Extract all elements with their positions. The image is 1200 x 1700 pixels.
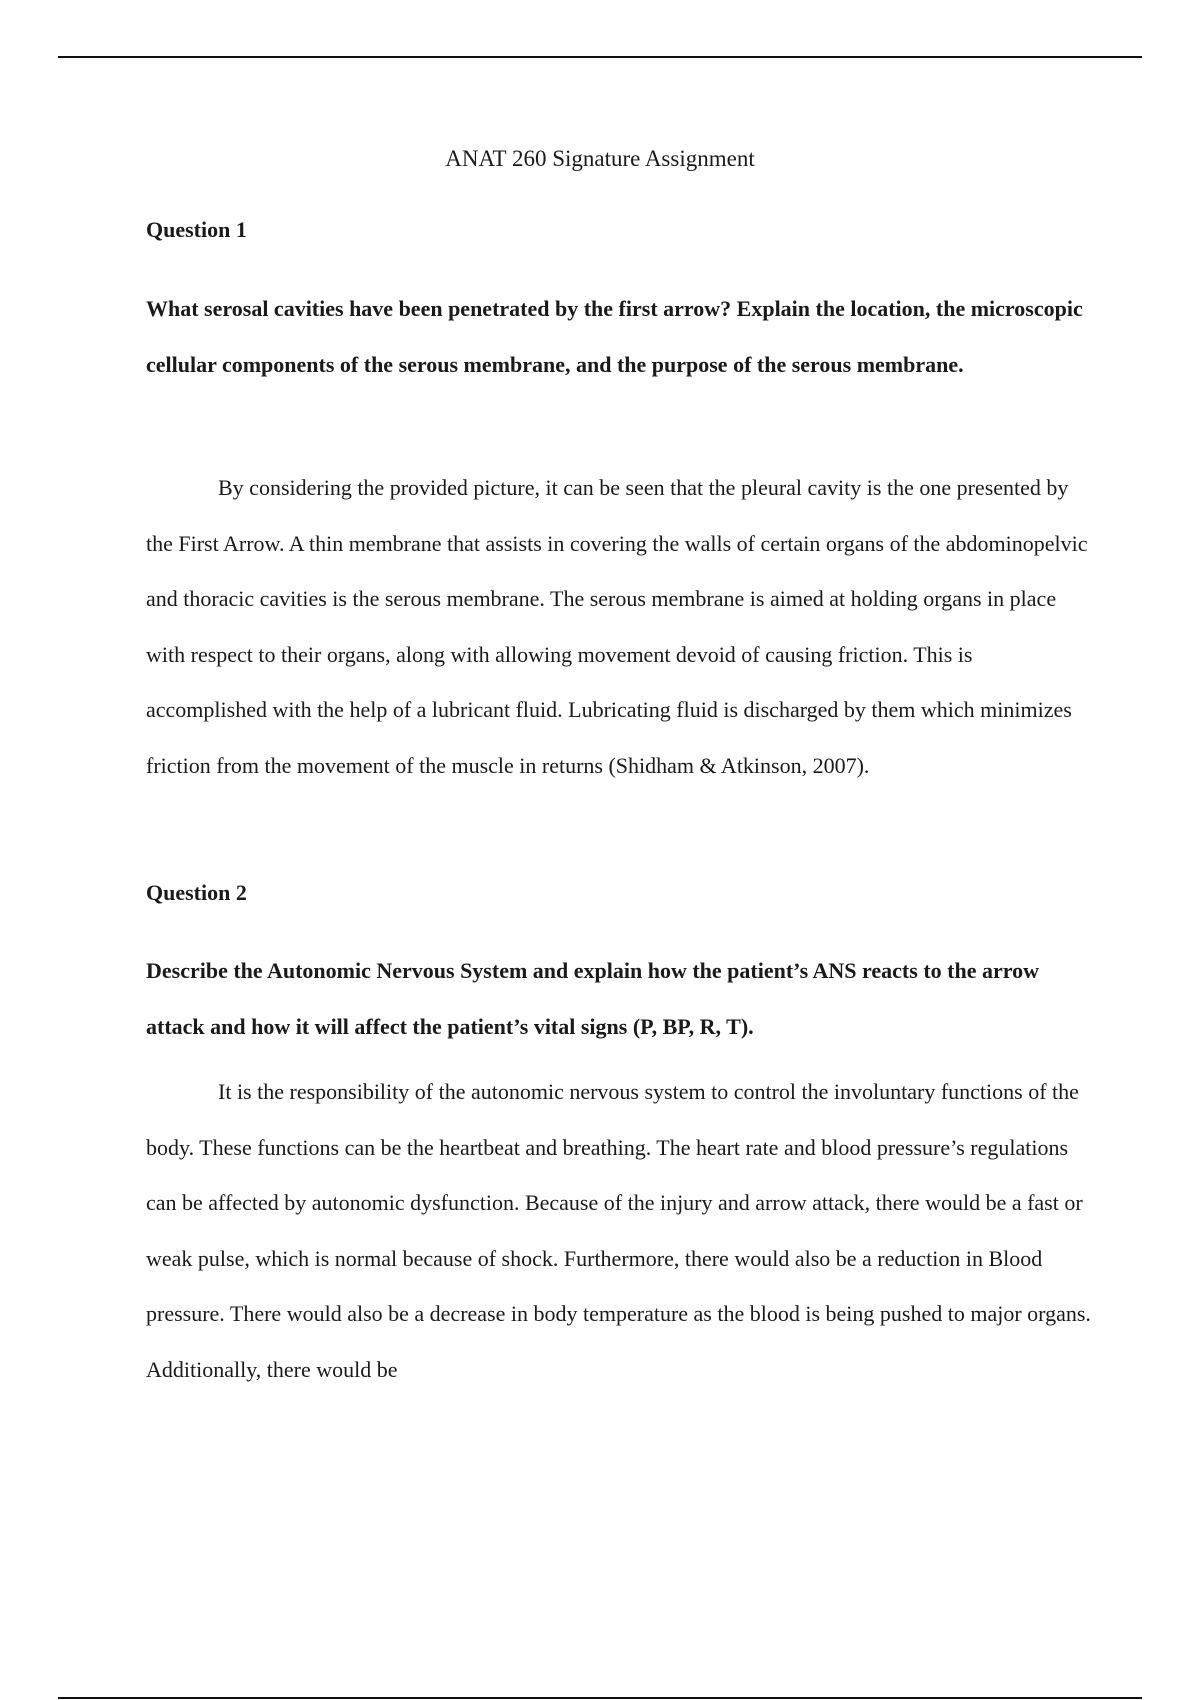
top-rule [58, 56, 1142, 58]
document-title: ANAT 260 Signature Assignment [445, 146, 755, 171]
question-2-heading: Question 2 [146, 880, 247, 905]
question-1-answer: By considering the provided picture, it can be seen that the pleural cavity is the one presented by the First Arrow. A thin membrane that assists in covering the walls of certain organs of the abdominopelvic and thoracic cavities is the serous membrane. The serous membrane is aimed at holding organs in place with respect to their organs, along with allowing movement devoid of causing friction. This is accomplished with the help of a lubricant fluid. Lubricating fluid is discharged by them which minimizes friction from the movement of the muscle in returns (Shidham & Atkinson, 2007). [146, 475, 1088, 778]
question-2-prompt: Describe the Autonomic Nervous System and explain how the patient’s ANS reacts to the arrow attack and how it will affect the patient’s vital signs (P, BP, R, T). [146, 958, 1039, 1039]
question-2-answer: It is the responsibility of the autonomic nervous system to control the involuntary functions of the body. These functions can be the heartbeat and breathing. The heart rate and blood pressure’s regulations can be affected by autonomic dysfunction. Because of the injury and arrow attack, there would be a fast or weak pulse, which is normal because of shock. Furthermore, there would also be a reduction in Blood pressure. There would also be a decrease in body temperature as the blood is being pushed to major organs. Additionally, there would be [146, 1079, 1091, 1382]
bottom-rule [58, 1697, 1142, 1699]
question-1-heading: Question 1 [146, 217, 247, 242]
question-1-prompt: What serosal cavities have been penetrated by the first arrow? Explain the location, the microscopic cellular components of the serous membrane, and the purpose of the serous membrane. [146, 296, 1083, 377]
